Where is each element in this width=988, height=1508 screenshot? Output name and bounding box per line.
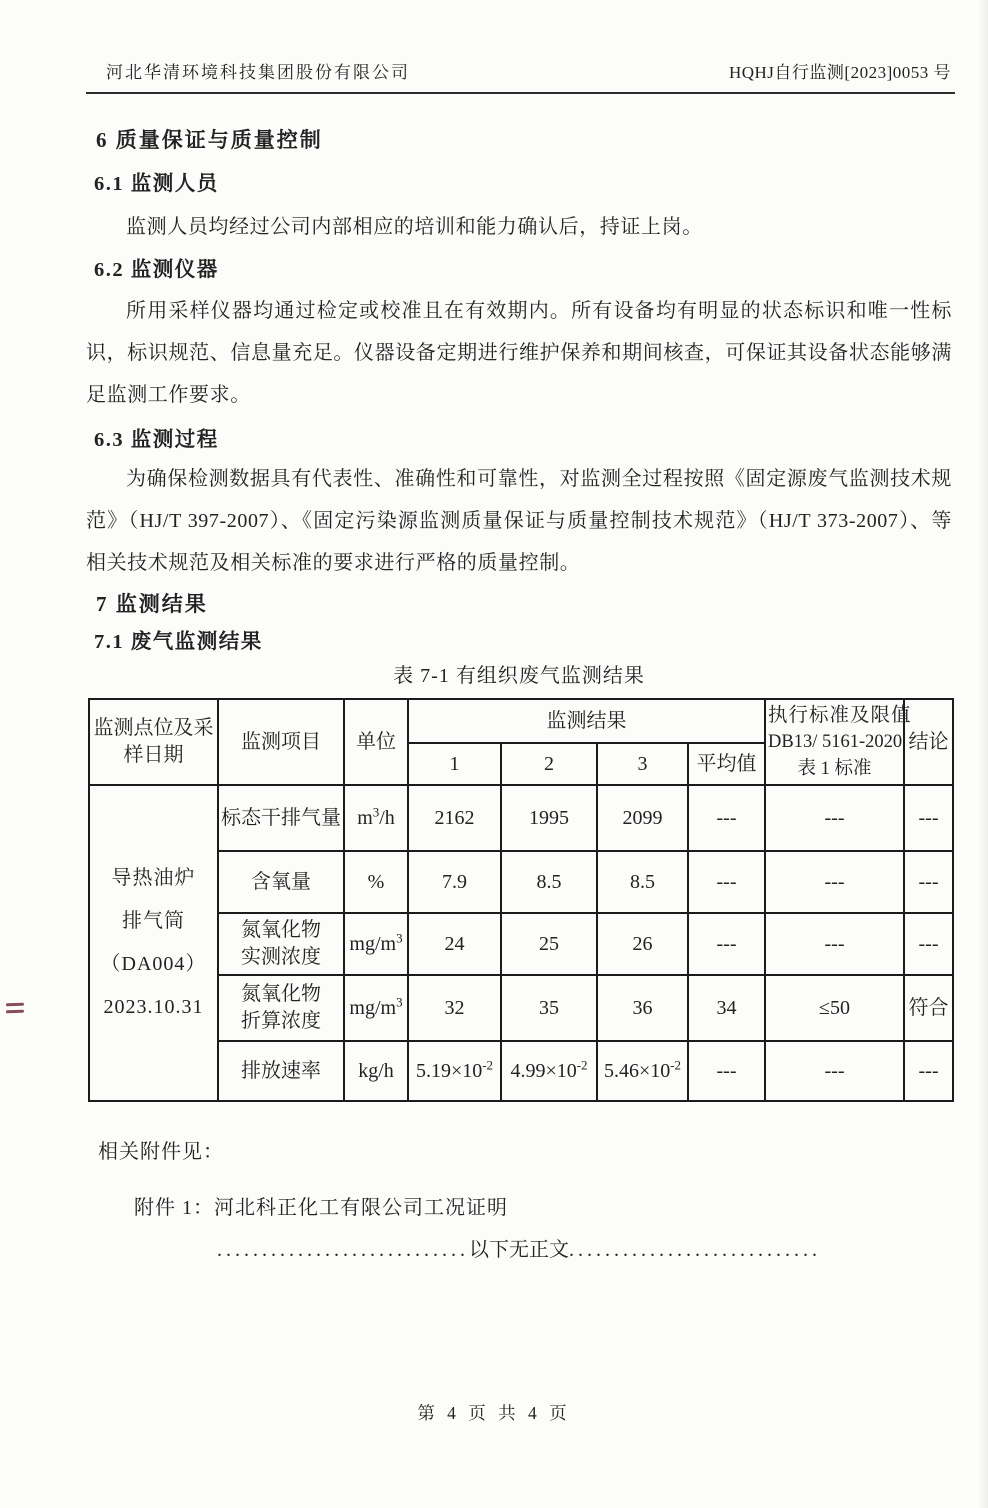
col-header-sample-2: 2	[501, 743, 597, 785]
result-cell: $5.46\times 10^{-2}$	[597, 1041, 688, 1101]
average-cell: ---	[688, 1041, 765, 1101]
standard-cell: ---	[765, 1041, 904, 1101]
paragraph-6-1: 监测人员均经过公司内部相应的培训和能力确认后，持证上岗。	[126, 216, 703, 238]
result-cell: 32	[408, 975, 501, 1041]
col-header-average: 平均值	[688, 743, 765, 785]
average-cell: ---	[688, 785, 765, 851]
result-cell: 25	[501, 913, 597, 975]
col-header-sample-1: 1	[408, 743, 501, 785]
unit-cell: $m^3/h$	[344, 785, 408, 851]
result-cell: 36	[597, 975, 688, 1041]
attachment-item-1: 附件 1：河北科正化工有限公司工况证明	[134, 1197, 508, 1219]
end-dots-right: ............................	[569, 1239, 821, 1261]
point-line-4: 2023.10.31	[103, 996, 204, 1018]
table-row-nox-measured	[89, 913, 953, 975]
result-cell: 24	[408, 913, 501, 975]
col-header-unit: 单位	[344, 699, 408, 785]
document-body	[86, 126, 952, 1264]
result-cell: $5.19\times 10^{-2}$	[408, 1041, 501, 1101]
result-cell: $4.99\times 10^{-2}$	[501, 1041, 597, 1101]
monitoring-results-table	[88, 698, 954, 1102]
table-header-row-1	[89, 699, 953, 743]
page-number: 第 4 页 共 4 页	[417, 1403, 571, 1423]
heading-section-6: 6 质量保证与质量控制	[96, 128, 323, 152]
table-row-flow	[89, 785, 953, 851]
paragraph-6-2: 所用采样仪器均通过检定或校准且在有效期内。所有设备均有明显的状态标识和唯一性标识，标识规范、信息量充足。仪器设备定期进行维护保养和期间核查，可保证其设备状态能够满足监测工作要求。	[86, 300, 952, 406]
standard-cell: ---	[765, 785, 904, 851]
document-header	[86, 0, 955, 94]
average-cell: ---	[688, 913, 765, 975]
col-header-standard	[765, 699, 912, 785]
result-cell: 7.9	[408, 851, 501, 913]
unit-cell: kg/h	[344, 1041, 408, 1101]
table-row-emission-rate	[89, 1041, 953, 1101]
table-row-oxygen	[89, 851, 953, 913]
heading-section-6-1: 6.1 监测人员	[94, 173, 219, 195]
table-title: 表 7-1 有组织废气监测结果	[393, 665, 645, 687]
col-header-results-group: 监测结果	[408, 699, 765, 743]
col-header-sample-3: 3	[597, 743, 688, 785]
scan-edge-shadow	[978, 0, 988, 1508]
conclusion-cell: ---	[904, 785, 953, 851]
standard-cell: ---	[765, 913, 904, 975]
heading-section-7-1: 7.1 废气监测结果	[94, 631, 263, 653]
unit-cell: $mg/m^3$	[344, 913, 408, 975]
average-cell: 34	[688, 975, 765, 1041]
end-label: 以下无正文	[469, 1239, 569, 1261]
end-of-text-line	[86, 1236, 952, 1264]
average-cell: ---	[688, 851, 765, 913]
col-header-item: 监测项目	[218, 699, 344, 785]
result-cell: 2099	[597, 785, 688, 851]
item-cell: 排放速率	[218, 1041, 344, 1101]
standard-line-3: 表 1 标准	[797, 758, 872, 779]
conclusion-cell: 符合	[904, 975, 953, 1041]
standard-line-1: 执行标准及限值	[768, 704, 912, 726]
heading-section-7: 7 监测结果	[96, 592, 208, 616]
conclusion-cell: ---	[904, 851, 953, 913]
conclusion-cell: ---	[904, 913, 953, 975]
end-dots-left: ............................	[217, 1239, 469, 1261]
point-line-2: 排气筒	[122, 910, 185, 932]
attachments-intro: 相关附件见：	[98, 1141, 224, 1163]
result-cell: 1995	[501, 785, 597, 851]
paragraph-6-3: 为确保检测数据具有代表性、准确性和可靠性，对监测全过程按照《固定源废气监测技术规范》（HJ/T 397-2007）、《固定污染源监测质量保证与质量控制技术规范》（HJ/T 373-2007）、等相关技术规范及相关标准的要求进行严格的质量控制。	[86, 468, 952, 574]
item-cell: 含氧量	[218, 851, 344, 913]
item-cell: 氮氧化物 实测浓度	[218, 913, 344, 975]
header-company-name: 河北华清环境科技集团股份有限公司	[106, 63, 410, 82]
sampling-point-cell	[89, 785, 218, 1101]
point-line-1: 导热油炉	[111, 867, 196, 889]
header-doc-number: HQHJ自行监测[2023]0053 号	[728, 63, 951, 82]
standard-line-2: DB13/ 5161-2020	[768, 731, 903, 752]
standard-cell: ---	[765, 851, 904, 913]
col-header-conclusion: 结论	[904, 699, 953, 785]
col-header-point: 监测点位及采样日期	[89, 699, 218, 785]
result-cell: 26	[597, 913, 688, 975]
result-cell: 8.5	[501, 851, 597, 913]
result-cell: 8.5	[597, 851, 688, 913]
result-cell: 2162	[408, 785, 501, 851]
conclusion-cell: ---	[904, 1041, 953, 1101]
standard-cell: ≤50	[765, 975, 904, 1041]
unit-cell: %	[344, 851, 408, 913]
unit-cell: $mg/m^3$	[344, 975, 408, 1041]
table-row-nox-converted	[89, 975, 953, 1041]
item-cell: 氮氧化物 折算浓度	[218, 975, 344, 1041]
scan-artifact-mark	[6, 1003, 28, 1017]
result-cell: 35	[501, 975, 597, 1041]
heading-section-6-2: 6.2 监测仪器	[94, 259, 219, 281]
item-cell: 标态干排气量	[218, 785, 344, 851]
point-line-3: （DA004）	[100, 953, 207, 975]
heading-section-6-3: 6.3 监测过程	[94, 429, 219, 451]
